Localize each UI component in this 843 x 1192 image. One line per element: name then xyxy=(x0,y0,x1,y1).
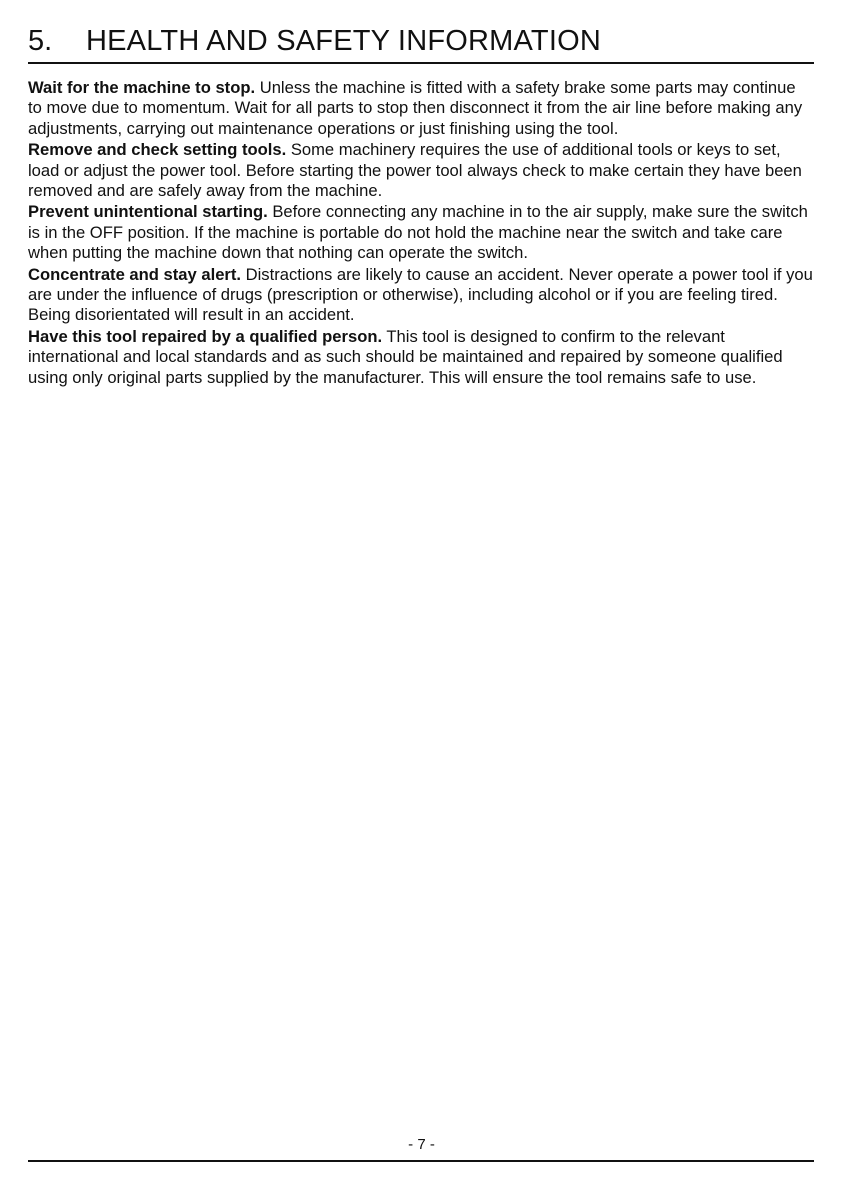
footer-divider xyxy=(28,1160,814,1162)
section-title: HEALTH AND SAFETY INFORMATION xyxy=(86,25,601,57)
paragraph-lead: Concentrate and stay alert. xyxy=(28,264,242,284)
paragraph-lead: Remove and check setting tools. xyxy=(28,140,287,160)
safety-content xyxy=(28,78,814,389)
section-heading xyxy=(28,22,814,64)
paragraph-body: Some machinery requires the use of additional tools or keys to set, load or adjust the power tool. Before starting the power tool always check to make certain they have been removed and are safely away from the machine. xyxy=(28,140,802,201)
section-number: 5. xyxy=(28,25,53,57)
safety-paragraph-stay-alert xyxy=(28,265,814,326)
paragraph-lead: Have this tool repaired by a qualified person. xyxy=(28,326,383,346)
paragraph-body: Distractions are likely to cause an accident. Never operate a power tool if you are under the influence of drugs (prescription or otherwise), including alcohol or if you are feeling tired. Being disorientated will result in an accident. xyxy=(28,264,813,325)
paragraph-lead: Prevent unintentional starting. xyxy=(28,202,268,222)
page-number: - 7 - xyxy=(408,1136,435,1153)
paragraph-body: Before connecting any machine in to the air supply, make sure the switch is in the OFF position. If the machine is portable do not hold the machine near the switch and take care when putting the machine down that nothing can operate the switch. xyxy=(28,202,808,263)
paragraph-body: Unless the machine is fitted with a safety brake some parts may continue to move due to momentum. Wait for all parts to stop then disconnect it from the air line before making any adjustments, carrying out maintenance operations or just finishing using the tool. xyxy=(28,78,803,138)
safety-paragraph-qualified-repair xyxy=(28,327,814,388)
safety-paragraph-unintentional-starting xyxy=(28,202,814,263)
paragraph-body: This tool is designed to confirm to the relevant international and local standards and as such should be maintained and repaired by someone qualified using only original parts supplied by the manufacturer. This will ensure the tool remains safe to use. xyxy=(28,326,783,387)
safety-paragraph-wait-for-stop xyxy=(28,78,814,139)
paragraph-lead: Wait for the machine to stop. xyxy=(28,78,256,97)
safety-paragraph-setting-tools xyxy=(28,140,814,201)
